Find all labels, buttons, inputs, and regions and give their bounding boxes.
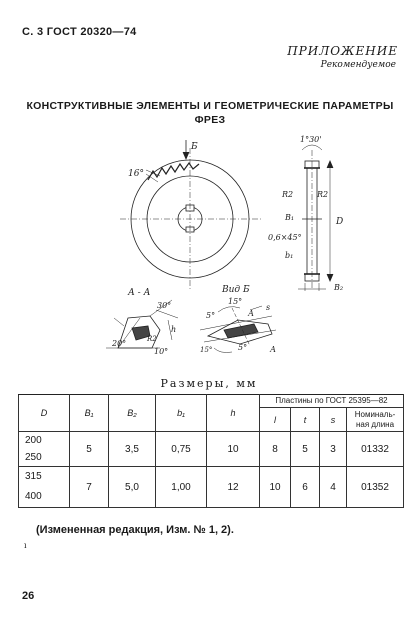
cell-D: [19, 432, 70, 467]
amendment-note: (Измененная редакция, Изм. № 1, 2).: [36, 524, 234, 536]
h-label: h: [171, 325, 177, 334]
title-line-2: ФРЕЗ: [194, 114, 226, 126]
cell-B2: 3,5: [109, 432, 156, 467]
recommended-label: Рекомендуемое: [320, 60, 396, 70]
cell-B1: 5: [70, 432, 109, 467]
section-mark-a-2: А: [270, 345, 277, 354]
cell-h: 10: [207, 432, 260, 467]
cell-B2: 5,0: [109, 467, 156, 508]
b1-upper-label: B₁: [285, 213, 295, 222]
view-b-label: Вид Б: [222, 285, 250, 295]
angle-30-label: 30°: [157, 301, 172, 310]
b1-lower-label: b₁: [285, 251, 294, 260]
cell-h: 12: [207, 467, 260, 508]
cell-b1: 1,00: [156, 467, 207, 508]
header-b1: b₁: [156, 395, 207, 432]
r2-left-label: R2: [282, 190, 294, 199]
cell-B1: 7: [70, 467, 109, 508]
header-l: l: [260, 408, 291, 432]
cell-t: 5: [291, 432, 320, 467]
header-h: h: [207, 395, 260, 432]
cell-t: 6: [291, 467, 320, 508]
angle-5-left-label: 5°: [206, 311, 216, 320]
cell-s: 3: [320, 432, 347, 467]
cell-nominal: 01332: [347, 432, 404, 467]
angle-1-30-label: 1°30': [300, 135, 322, 144]
table-row: [19, 467, 404, 508]
cell-nominal: 01352: [347, 467, 404, 508]
angle-20-label: 20°: [112, 339, 127, 348]
b2-label: B₂: [334, 283, 344, 292]
s-label: s: [266, 303, 271, 312]
cell-D: [19, 467, 70, 508]
d-value: 315: [25, 471, 42, 482]
angle-10-label: 10°: [154, 347, 169, 356]
d-value: 250: [25, 452, 42, 463]
header-t: t: [291, 408, 320, 432]
page-header-ref: С. 3 ГОСТ 20320—74: [22, 26, 137, 38]
angle-15-low-label: 15°: [200, 346, 213, 354]
cell-l: 10: [260, 467, 291, 508]
r2-section-label: R2: [147, 335, 157, 343]
section-mark-a-1: А: [248, 309, 255, 318]
r2-right-label: R2: [317, 190, 329, 199]
cell-b1: 0,75: [156, 432, 207, 467]
header-plates: Пластины по ГОСТ 25395—82: [260, 395, 404, 408]
table-caption: Размеры, мм: [160, 377, 258, 390]
d-label: D: [336, 217, 344, 227]
d-value: 400: [25, 491, 42, 502]
header-B1: B₁: [70, 395, 109, 432]
angle-5-right-label: 5°: [238, 343, 248, 352]
header-nominal: Номиналь- ная длина: [347, 408, 404, 432]
cell-l: 8: [260, 432, 291, 467]
appendix-label: ПРИЛОЖЕНИЕ: [287, 44, 398, 58]
view-arrow-label: Б: [191, 142, 198, 152]
page-number: 26: [22, 590, 35, 602]
table-row: [19, 432, 404, 467]
header-B2: B₂: [109, 395, 156, 432]
section-aa-label: А - А: [128, 288, 151, 298]
header-s: s: [320, 408, 347, 432]
angle-15-label: 15°: [228, 297, 243, 306]
d-value: 200: [25, 435, 42, 446]
cell-s: 4: [320, 467, 347, 508]
header-D: D: [19, 395, 70, 432]
chamfer-label: 0,6×45°: [268, 233, 302, 242]
title-line-1: КОНСТРУКТИВНЫЕ ЭЛЕМЕНТЫ И ГЕОМЕТРИЧЕСКИЕ ПАРАМЕТРЫ: [26, 100, 394, 112]
angle-16-label: 16°: [128, 169, 144, 179]
dimensions-table: [18, 394, 404, 508]
stray-mark: ı: [24, 541, 27, 550]
